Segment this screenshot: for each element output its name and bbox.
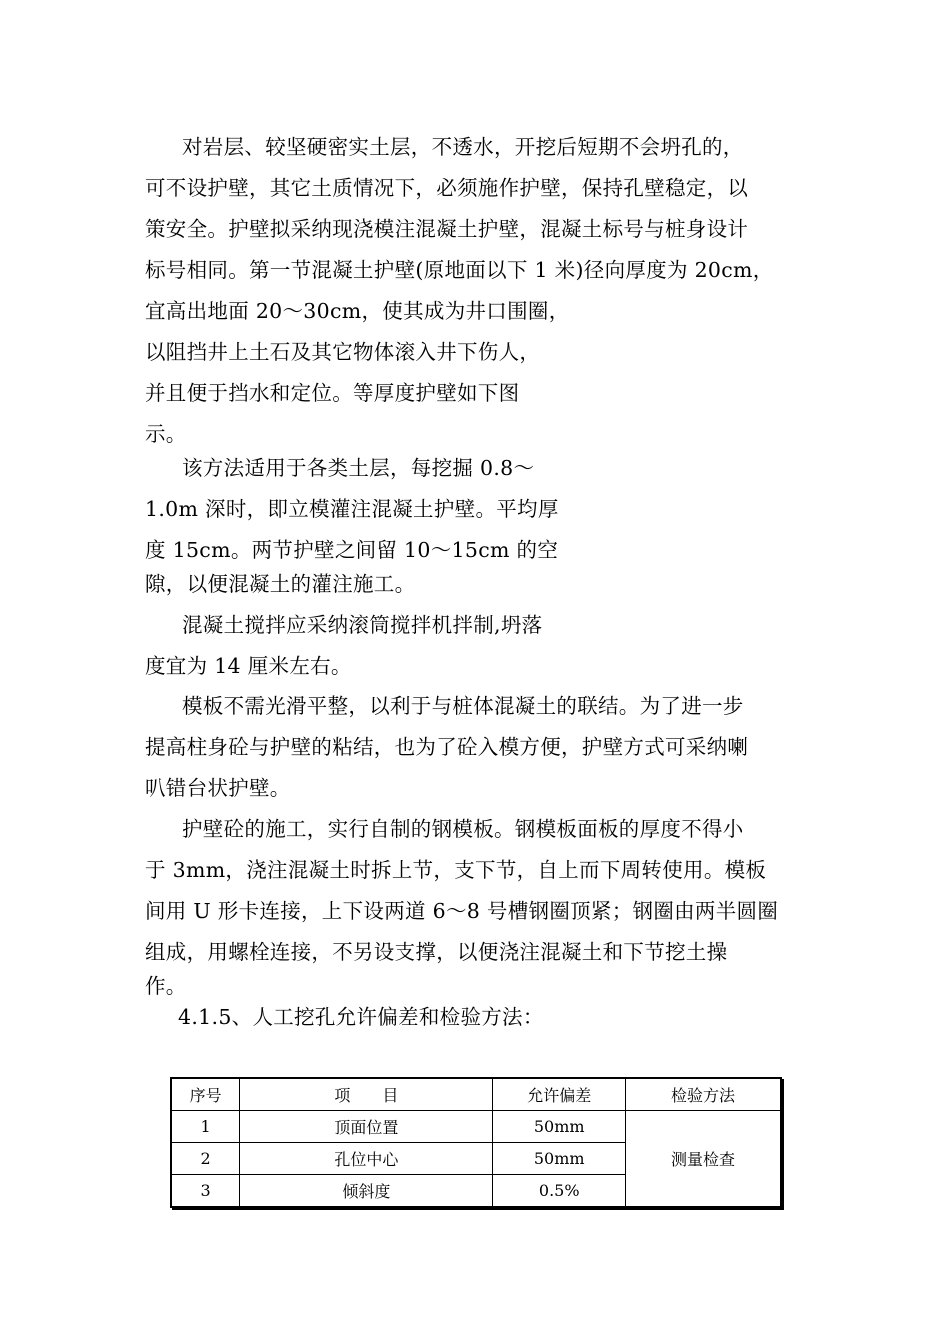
- cell-tolerance: 50mm: [493, 1143, 626, 1175]
- paragraph-line: 对岩层、较坚硬密实土层，不透水，开挖后短期不会坍孔的，: [182, 135, 744, 159]
- header-method: 检验方法: [626, 1078, 781, 1111]
- paragraph-line: 宜高出地面 20～30cm，使其成为井口围圈，: [145, 299, 570, 323]
- header-tolerance: 允许偏差: [493, 1078, 626, 1111]
- paragraph-line: 以阻挡井上土石及其它物体滚入井下伤人，: [145, 340, 541, 364]
- paragraph-line: 护壁砼的施工，实行自制的钢模板。钢模板面板的厚度不得小: [182, 817, 744, 841]
- paragraph-line: 标号相同。第一节混凝土护壁(原地面以下 1 米)径向厚度为 20cm，: [145, 258, 774, 282]
- paragraph-line: 于 3mm，浇注混凝土时拆上节，支下节，自上而下周转使用。模板: [145, 858, 767, 882]
- cell-index: 1: [171, 1111, 240, 1143]
- cell-index: 2: [171, 1143, 240, 1175]
- paragraph-line: 度 15cm。两节护壁之间留 10～15cm 的空: [145, 538, 559, 562]
- cell-item: 倾斜度: [240, 1175, 493, 1208]
- header-item: 项 目: [240, 1078, 493, 1111]
- paragraph-line: 该方法适用于各类土层，每挖掘 0.8～: [182, 456, 535, 480]
- paragraph-line: 作。: [145, 974, 187, 998]
- cell-method: 测量检查: [626, 1111, 781, 1208]
- paragraph-line: 示。: [145, 422, 187, 446]
- cell-index: 3: [171, 1175, 240, 1208]
- paragraph-line: 模板不需光滑平整，以利于与桩体混凝土的联结。为了进一步: [182, 694, 744, 718]
- paragraph-line: 策安全。护壁拟采纳现浇模注混凝土护壁，混凝土标号与桩身设计: [145, 217, 749, 241]
- paragraph-line: 度宜为 14 厘米左右。: [145, 654, 352, 678]
- paragraph-line: 叭错台状护壁。: [145, 776, 291, 800]
- paragraph-line: 并且便于挡水和定位。等厚度护壁如下图: [145, 381, 520, 405]
- paragraph-line: 混凝土搅拌应采纳滚筒搅拌机拌制,坍落: [182, 613, 543, 637]
- paragraph-line: 组成，用螺栓连接，不另设支撑，以便浇注混凝土和下节挖土操: [145, 940, 728, 964]
- cell-tolerance: 50mm: [493, 1111, 626, 1143]
- cell-tolerance: 0.5%: [493, 1175, 626, 1208]
- paragraph-line: 隙，以便混凝土的灌注施工。: [145, 572, 416, 596]
- header-index: 序号: [171, 1078, 240, 1111]
- section-heading: 4.1.5、人工挖孔允许偏差和检验方法：: [178, 1005, 544, 1029]
- paragraph-line: 提高柱身砼与护壁的粘结，也为了砼入模方便，护壁方式可采纳喇: [145, 735, 749, 759]
- table-row: [171, 1111, 781, 1143]
- cell-item: 孔位中心: [240, 1143, 493, 1175]
- table-header-row: [171, 1078, 781, 1111]
- paragraph-line: 间用 U 形卡连接，上下设两道 6～8 号槽钢圈顶紧；钢圈由两半圆圈: [145, 899, 779, 923]
- paragraph-line: 可不设护壁，其它土质情况下，必须施作护壁，保持孔壁稳定，以: [145, 176, 749, 200]
- tolerance-table: [170, 1077, 782, 1208]
- paragraph-line: 1.0m 深时，即立模灌注混凝土护壁。平均厚: [145, 497, 559, 521]
- cell-item: 顶面位置: [240, 1111, 493, 1143]
